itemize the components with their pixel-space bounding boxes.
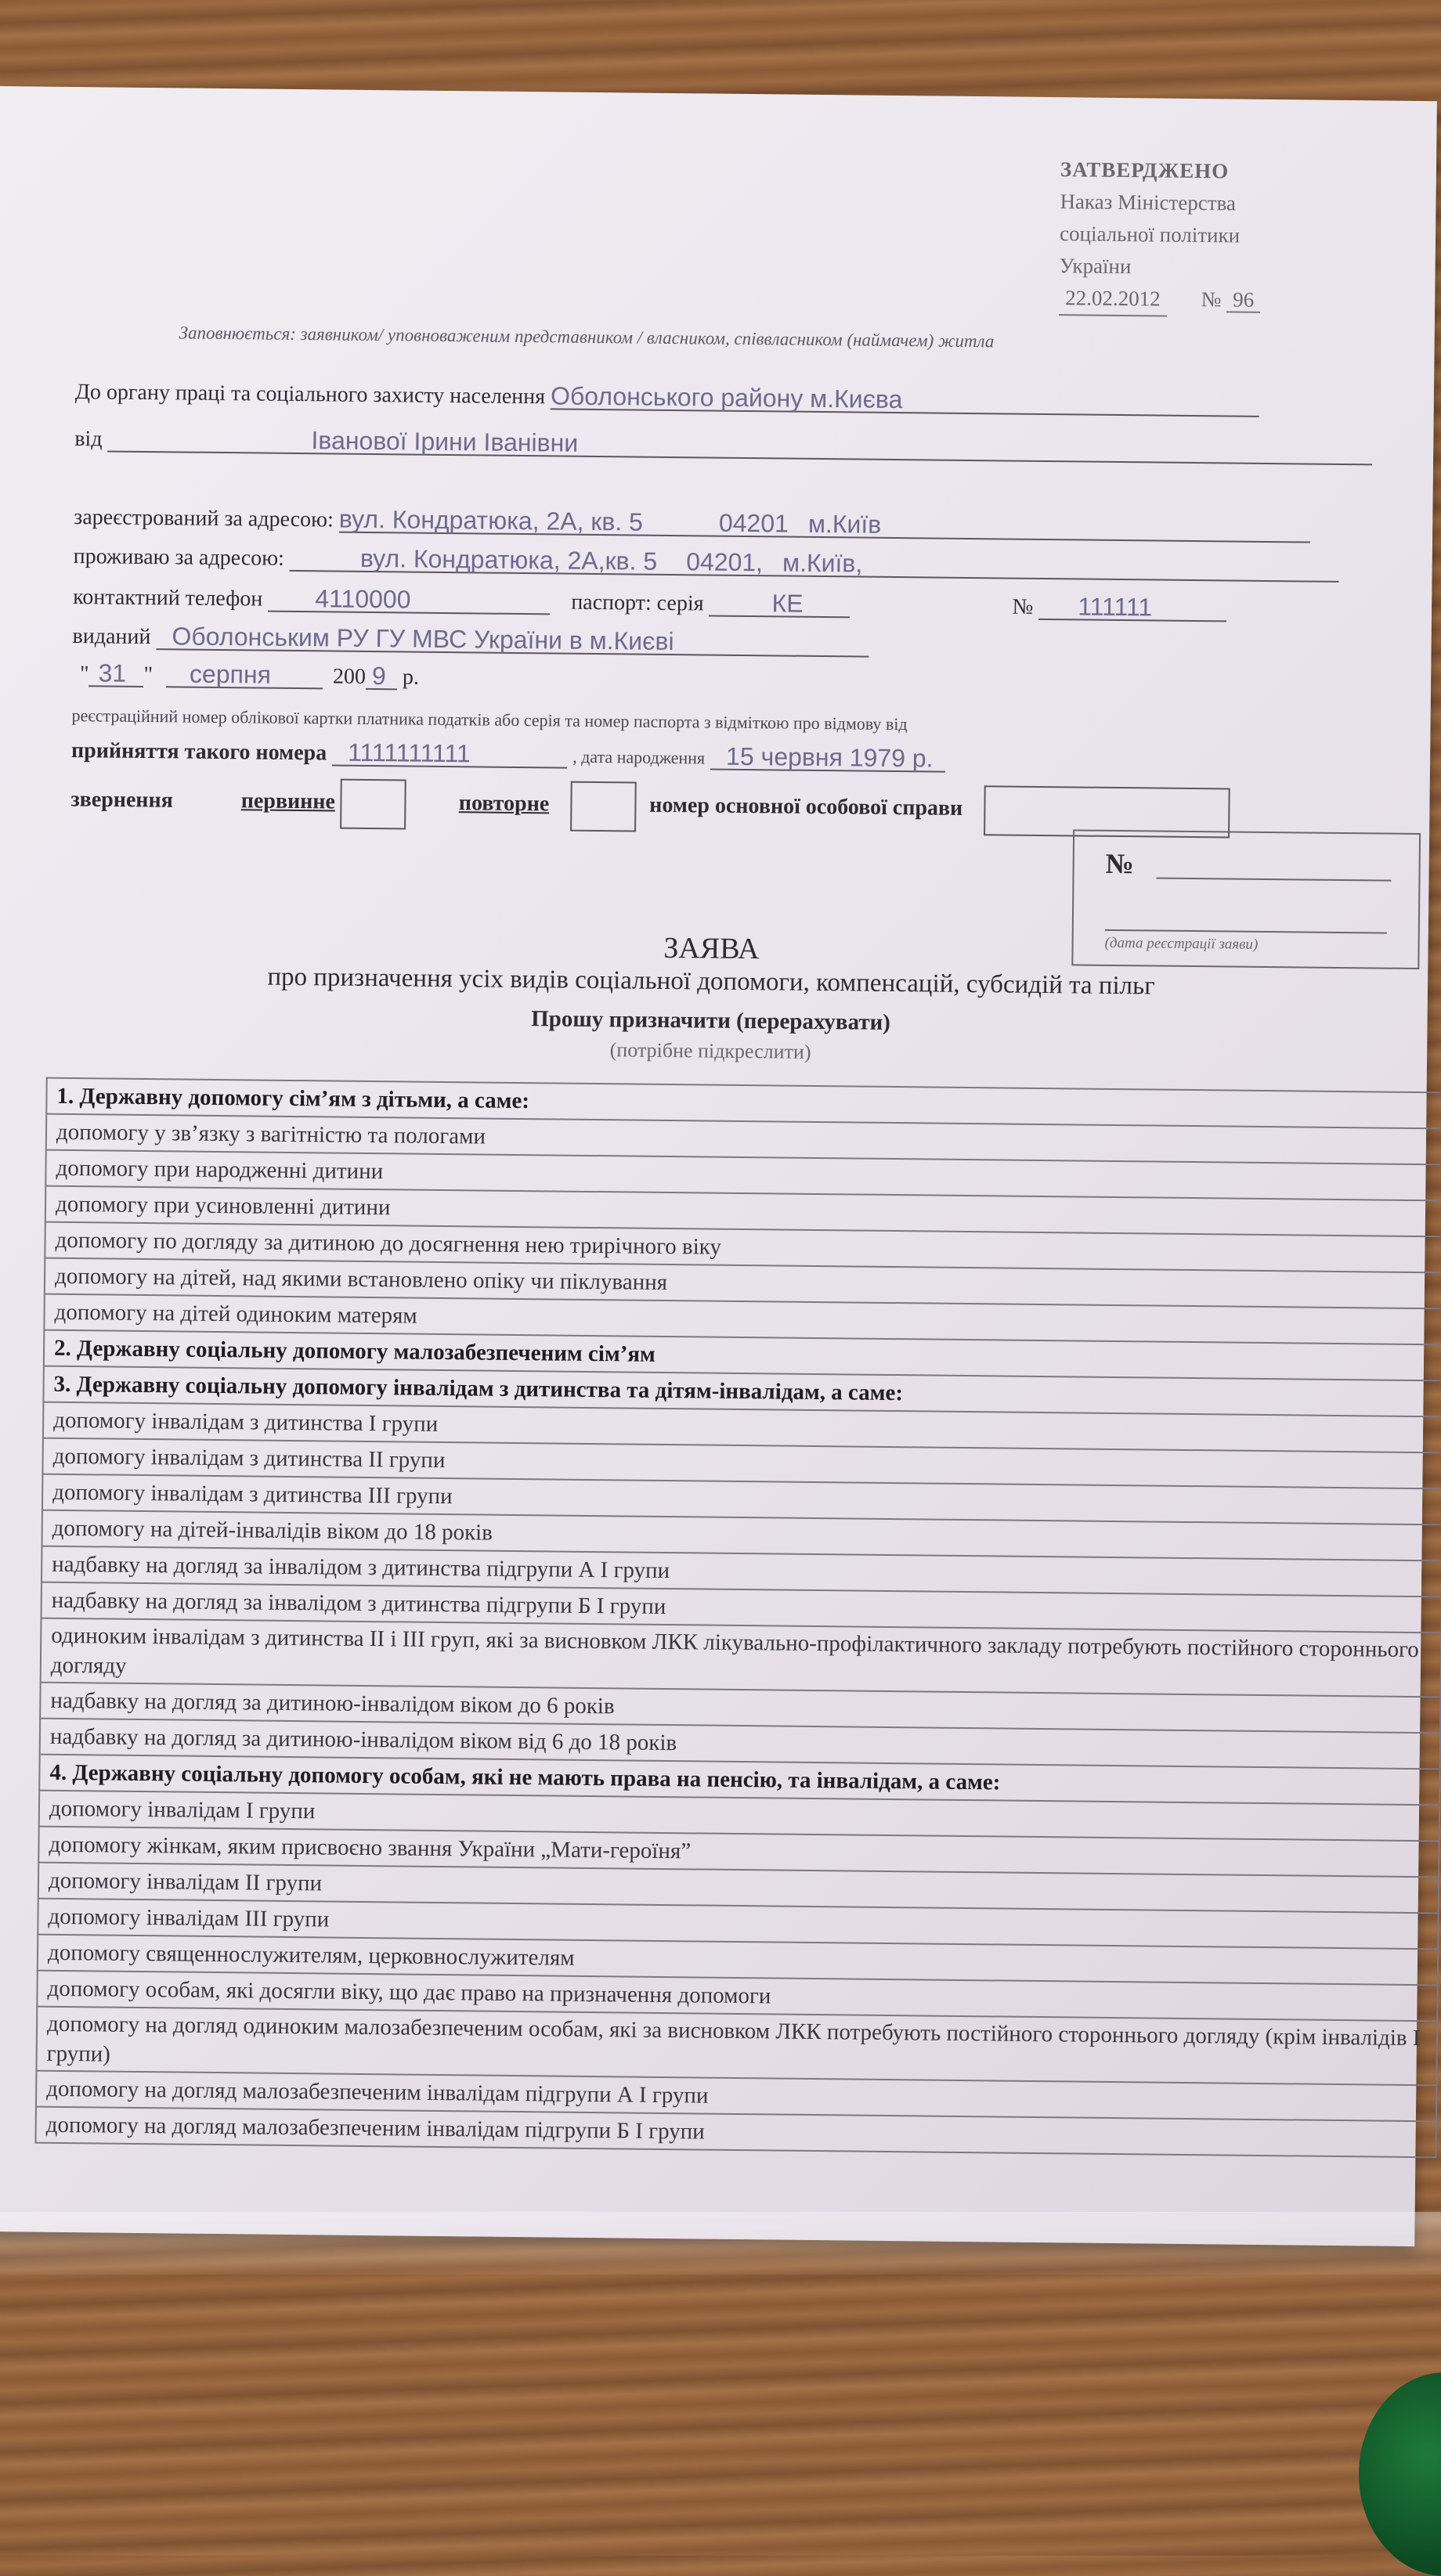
- birth-value[interactable]: 15 червня 1979 р.: [725, 741, 934, 773]
- issued-row: [72, 621, 869, 658]
- registration-number-line[interactable]: [1156, 878, 1391, 882]
- assistance-option-text[interactable]: допомогу на догляд малозабезпеченим інвалідам підгрупи А І групи: [36, 2071, 1436, 2122]
- form-title: ЗАЯВА: [663, 931, 760, 966]
- assistance-option-text[interactable]: допомогу при народженні дитини: [45, 1150, 1441, 1201]
- living-zip[interactable]: 04201,: [686, 547, 764, 577]
- tax-row: [71, 735, 945, 773]
- registration-date-line[interactable]: [1105, 929, 1387, 934]
- assistance-option-text[interactable]: допомогу священнослужителям, церковнослужителям: [38, 1935, 1438, 1986]
- issued-date-row: " 31 " серпня 200 9 р.: [79, 658, 420, 691]
- assistance-option-text[interactable]: допомогу на дітей, над якими встановлено опіку чи піклування: [45, 1258, 1441, 1309]
- assistance-option-text[interactable]: допомогу інвалідам І групи: [39, 1791, 1439, 1842]
- appeal-label: звернення: [70, 787, 173, 813]
- phone-label: контактний телефон: [73, 585, 263, 612]
- tax-label: прийняття такого номера: [70, 738, 327, 766]
- issued-value[interactable]: Оболонським РУ ГУ МВС України в м.Києві: [172, 622, 674, 656]
- assistance-option-text[interactable]: допомогу на догляд малозабезпеченим інвалідам підгрупи Б І групи: [35, 2107, 1436, 2158]
- from-value[interactable]: Іванової Ірини Іванівни: [311, 426, 579, 457]
- issued-year-suffix: р.: [402, 665, 420, 690]
- assistance-option-text[interactable]: допомогу інвалідам з дитинства ІІІ групи: [42, 1474, 1441, 1525]
- assistance-option-text[interactable]: допомогу інвалідам з дитинства І групи: [43, 1402, 1441, 1453]
- appeal-row: [70, 776, 1230, 838]
- section-header-text: 4. Державну соціальну допомогу особам, які не мають права на пенсію, та інвалідам, а саме:: [39, 1755, 1439, 1806]
- registered-row: [74, 502, 1310, 543]
- assistance-option-text[interactable]: допомогу на дітей одиноким матерям: [44, 1294, 1441, 1345]
- passport-number-label: №: [1012, 594, 1034, 619]
- passport-number[interactable]: 111111: [1078, 592, 1153, 622]
- section-header-text: 1. Державну допомогу сім’ям з дітьми, а саме:: [46, 1078, 1441, 1129]
- form-subtitle: про призначення усіх видів соціальної допомоги, компенсацій, субсидій та пільг: [267, 962, 1155, 1001]
- approval-date: 22.02.2012: [1059, 282, 1167, 316]
- assistance-option-text[interactable]: допомогу інвалідам ІІ групи: [38, 1863, 1439, 1914]
- assistance-option-text[interactable]: допомогу на дітей-інвалідів віком до 18 років: [42, 1510, 1441, 1561]
- filled-by-note: Заповнюється: заявником/ уповноваженим представником / власником, співвласником (наймачем) житла: [179, 323, 995, 352]
- registered-value[interactable]: вул. Кондратюка, 2А, кв. 5: [338, 504, 644, 536]
- appeal-primary-label: первинне: [240, 788, 336, 814]
- appeal-repeat-label: повторне: [458, 791, 550, 817]
- assistance-option-text[interactable]: допомогу по догляду за дитиною до досягнення нею трирічного віку: [45, 1222, 1441, 1273]
- approval-heading: ЗАТВЕРДЖЕНО: [1060, 157, 1230, 183]
- living-label: проживаю за адресою:: [73, 544, 285, 571]
- tax-note: реєстраційний номер облікової картки платника податків або серія та номер паспорта з відміткою про відмову від: [71, 705, 908, 734]
- issued-year-digit[interactable]: 9: [371, 662, 387, 691]
- approval-order-line-1: Наказ Міністерства: [1060, 189, 1237, 215]
- approval-order-line-2: соціальної політики: [1059, 222, 1241, 247]
- case-number-label: номер основної особової справи: [649, 793, 963, 821]
- phone-value[interactable]: 4110000: [315, 584, 411, 614]
- assistance-option-text[interactable]: допомогу інвалідам ІІІ групи: [38, 1899, 1438, 1950]
- section-header-text: 3. Державну соціальну допомогу інвалідам з дитинства та дітям-інвалідам, а саме:: [43, 1366, 1441, 1417]
- from-label: від: [74, 427, 103, 452]
- assistance-option-text[interactable]: допомогу при усиновленні дитини: [45, 1186, 1441, 1237]
- approval-number: 96: [1226, 287, 1260, 312]
- issued-day[interactable]: 31: [98, 658, 127, 687]
- assistance-option-text[interactable]: допомогу на догляд одиноким малозабезпеченим особам, які за висновком ЛКК потребують постійного стороннього догляду (крім інвалідів І групи): [36, 2007, 1437, 2086]
- request-hint: (потрібне підкреслити): [609, 1038, 811, 1063]
- registered-city[interactable]: м.Київ: [807, 509, 882, 539]
- section-header-text: 2. Державну соціальну допомогу малозабезпеченим сім’ям: [44, 1330, 1441, 1381]
- recipient-row: [75, 377, 1259, 417]
- approval-order-line-3: України: [1059, 254, 1132, 279]
- living-value[interactable]: вул. Кондратюка, 2А,кв. 5: [359, 543, 658, 575]
- registration-caption: (дата реєстрації заяви): [1104, 934, 1259, 953]
- assistance-option-text[interactable]: допомогу у зв’язку з вагітністю та пологами: [46, 1114, 1441, 1165]
- assistance-option-text[interactable]: допомогу інвалідам з дитинства ІІ групи: [42, 1438, 1441, 1489]
- assistance-option-text[interactable]: надбавку на догляд за дитиною-інвалідом віком до 6 років: [40, 1683, 1440, 1734]
- appeal-repeat-checkbox[interactable]: [570, 781, 637, 832]
- assistance-option-text[interactable]: надбавку на догляд за інвалідом з дитинства підгрупи Б І групи: [42, 1582, 1441, 1633]
- birth-label: , дата народження: [572, 746, 706, 768]
- assistance-option-text[interactable]: одиноким інвалідам з дитинства ІІ і ІІІ груп, які за висновком ЛКК лікувально-профілактичного закладу потребують постійного стороннього догляду: [41, 1618, 1441, 1697]
- issued-month[interactable]: серпня: [189, 659, 272, 689]
- phone-passport-row: [73, 582, 1226, 622]
- assistance-types-table: [34, 1077, 1441, 2159]
- plastic-sleeve-edge: [0, 2212, 1441, 2275]
- issued-year-prefix: 200: [332, 664, 367, 689]
- assistance-option-text[interactable]: надбавку на догляд за дитиною-інвалідом віком від 6 до 18 років: [40, 1719, 1440, 1770]
- approval-stamp-block: [1059, 153, 1389, 319]
- application-form-sheet: [0, 86, 1437, 2246]
- passport-series[interactable]: КЕ: [771, 589, 804, 618]
- registration-number-label: №: [1105, 847, 1135, 880]
- registered-label: зареєстрований за адресою:: [74, 505, 334, 532]
- living-city[interactable]: м.Київ,: [782, 548, 863, 578]
- assistance-option-text[interactable]: надбавку на догляд за інвалідом з дитинства підгрупи А І групи: [42, 1546, 1441, 1597]
- appeal-primary-checkbox[interactable]: [341, 779, 407, 830]
- assistance-option-text[interactable]: допомогу особам, які досягли віку, що дає право на призначення допомоги: [37, 1971, 1437, 2022]
- green-bottle-cap: [1359, 2372, 1441, 2576]
- approval-number-label: №: [1201, 287, 1222, 312]
- assistance-option-text[interactable]: допомогу жінкам, яким присвоєно звання України „Мати-героїня”: [38, 1827, 1439, 1878]
- issued-label: виданий: [72, 624, 151, 650]
- registered-zip[interactable]: 04201: [718, 508, 789, 538]
- from-row: [74, 424, 1373, 465]
- living-row: [74, 541, 1340, 583]
- request-line: Прошу призначити (перерахувати): [531, 1006, 891, 1035]
- tax-value[interactable]: 1111111111: [348, 738, 471, 768]
- recipient-label: До органу праці та соціального захисту населення: [74, 380, 546, 409]
- recipient-value[interactable]: Оболонського району м.Києва: [550, 381, 903, 414]
- passport-label: паспорт: серія: [571, 590, 704, 616]
